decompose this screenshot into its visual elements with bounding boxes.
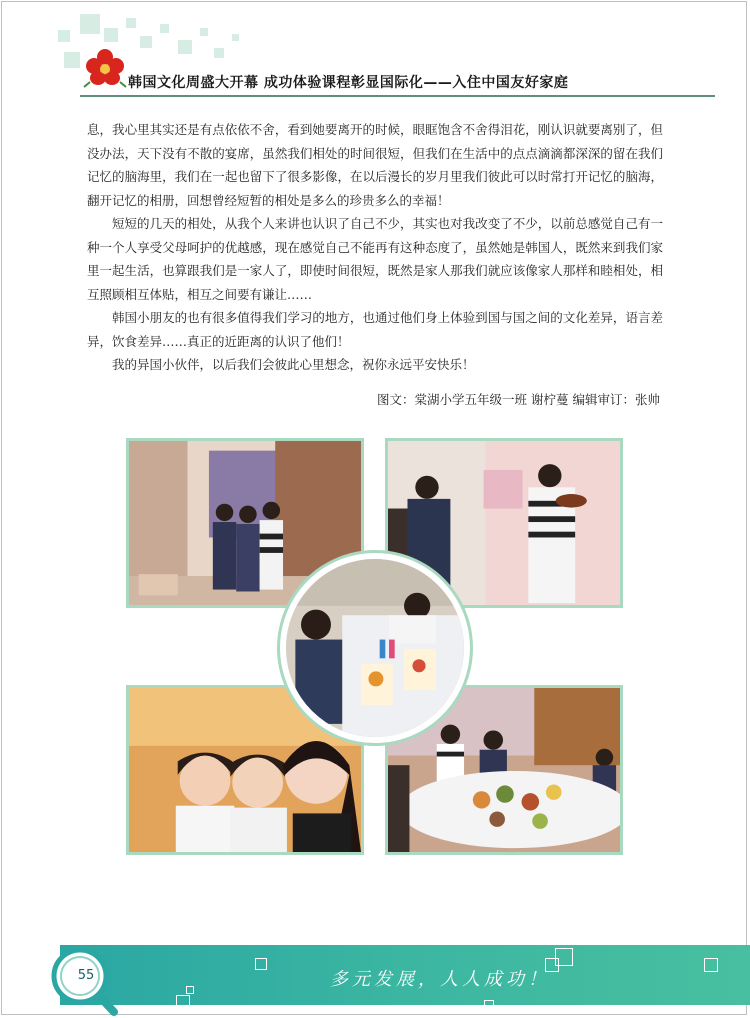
red-flower-icon [82,48,128,88]
article-paragraph: 短短的几天的相处，从我个人来讲也认识了自己不少，其实也对我改变了不少，以前总感觉自己有一种一个人享受父母呵护的优越感，现在感觉自己不能再有这种态度了，虽然她是韩国人，既然来到我们家里一起生活，也算跟我们是一家人了，即使时间很短，既然是家人那我们就应该像家人那样和睦相处，相互照顾相互体贴，相互之间要有谦让…… [87,216,663,302]
article-paragraph: 韩国小朋友的也有很多值得我们学习的地方，也通过他们身上体验到国与国之间的文化差异，语言差异，饮食差异……真正的近距离的认识了他们！ [87,310,663,349]
article-paragraph: 息，我心里其实还是有点依依不舍，看到她要离开的时候，眼眶饱含不舍得泪花，刚认识就要离别了，但没办法，天下没有不散的宴席，虽然我们相处的时间很短，但我们在生活中的点点滴滴都深深的留在我们记忆的脑海里，我们在一起也留下了很多影像，在以后漫长的岁月里我们彼此可以时常打开记忆的脑海，翻开记忆的相册，回想曾经短暂的相处是多么的珍贵多么的幸福！ [87,122,663,208]
page-number: 55 [77,968,95,983]
header-rule [80,95,715,97]
photo-painting-circle [280,553,470,743]
footer-slogan: 多元发展，人人成功！ [330,969,550,990]
article-body [87,118,663,377]
article-paragraph: 我的异国小伙伴，以后我们会彼此心里想念，祝你永远平安快乐！ [112,357,475,372]
header-title: 韩国文化周盛大开幕 成功体验课程彰显国际化——入住中国友好家庭 [128,75,569,91]
article-credit: 图文：棠湖小学五年级一班 谢柠蔓 编辑审订：张帅 [377,392,660,407]
